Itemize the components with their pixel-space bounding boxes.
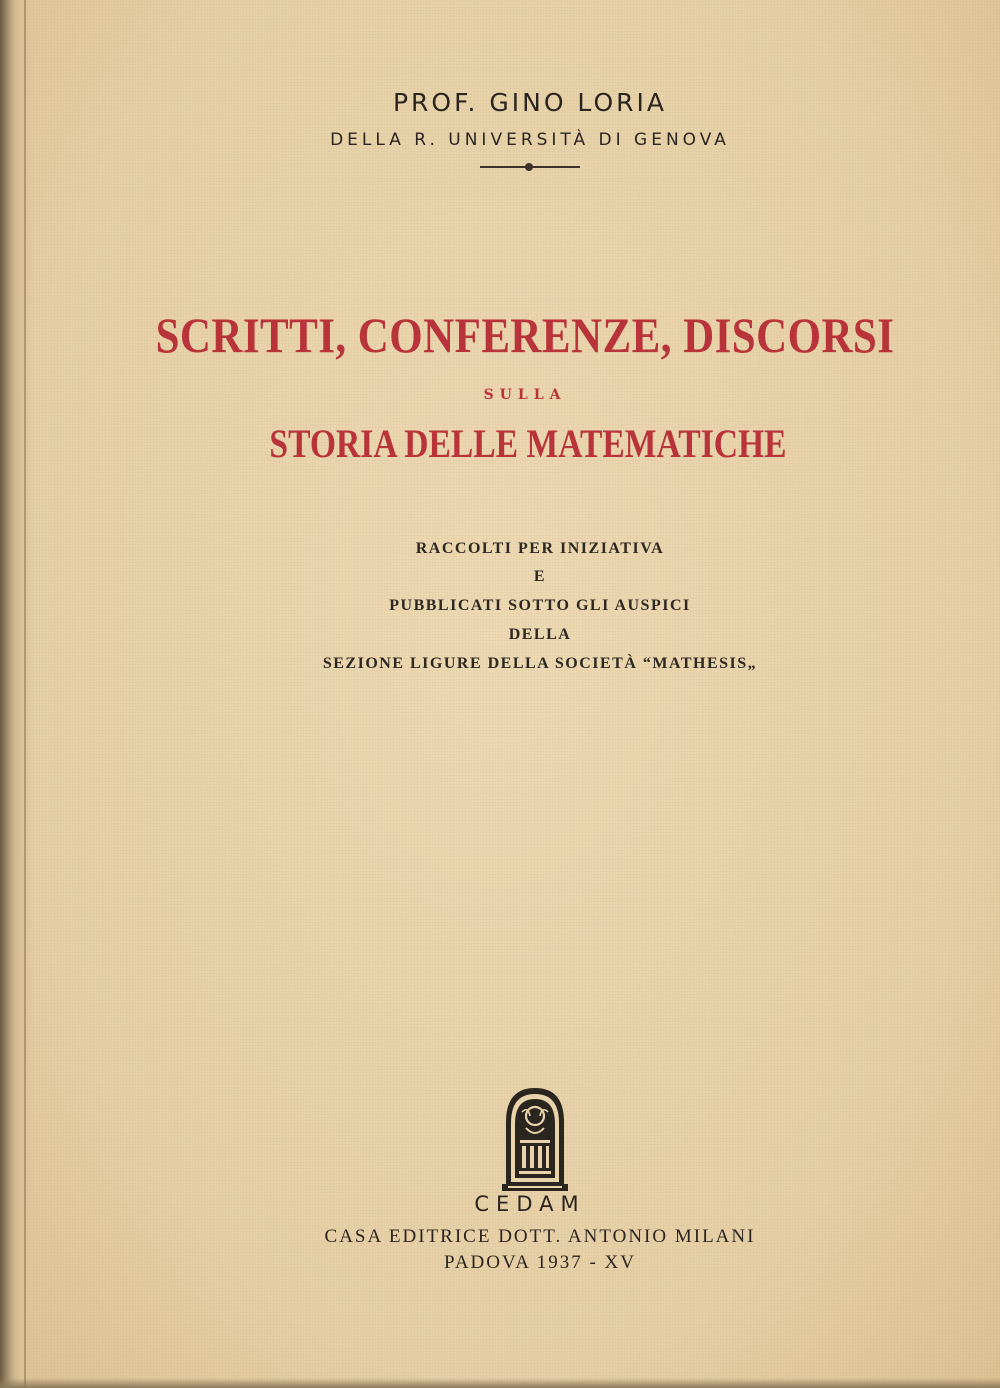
author-affiliation: DELLA R. UNIVERSITÀ DI GENOVA — [330, 130, 730, 150]
book-title: SCRITTI, CONFERENZE, DISCORSI — [155, 307, 895, 363]
description-line: SEZIONE LIGURE DELLA SOCIETÀ “MATHESIS„ — [322, 655, 758, 672]
publication-place-date: PADOVA 1937 - XV — [444, 1252, 636, 1273]
author-name: PROF. GINO LORIA — [392, 88, 667, 117]
spine-line — [24, 0, 26, 1388]
description-line: PUBBLICATI SOTTO GLI AUSPICI — [389, 597, 691, 614]
description-line: DELLA — [508, 626, 572, 643]
publisher-house: CASA EDITRICE DOTT. ANTONIO MILANI — [324, 1226, 756, 1247]
spine-shadow — [0, 0, 34, 1388]
title-connector: SULLA — [483, 387, 567, 403]
book-subtitle: STORIA DELLE MATEMATICHE — [269, 421, 787, 466]
description-line: E — [533, 568, 547, 585]
cover-bottom-edge — [0, 1378, 1000, 1388]
publisher-name: CEDAM — [474, 1192, 586, 1216]
publisher-emblem-icon — [500, 1082, 570, 1192]
description-line: RACCOLTI PER INIZIATIVA — [415, 540, 665, 557]
decorative-rule-ornament — [525, 163, 533, 171]
